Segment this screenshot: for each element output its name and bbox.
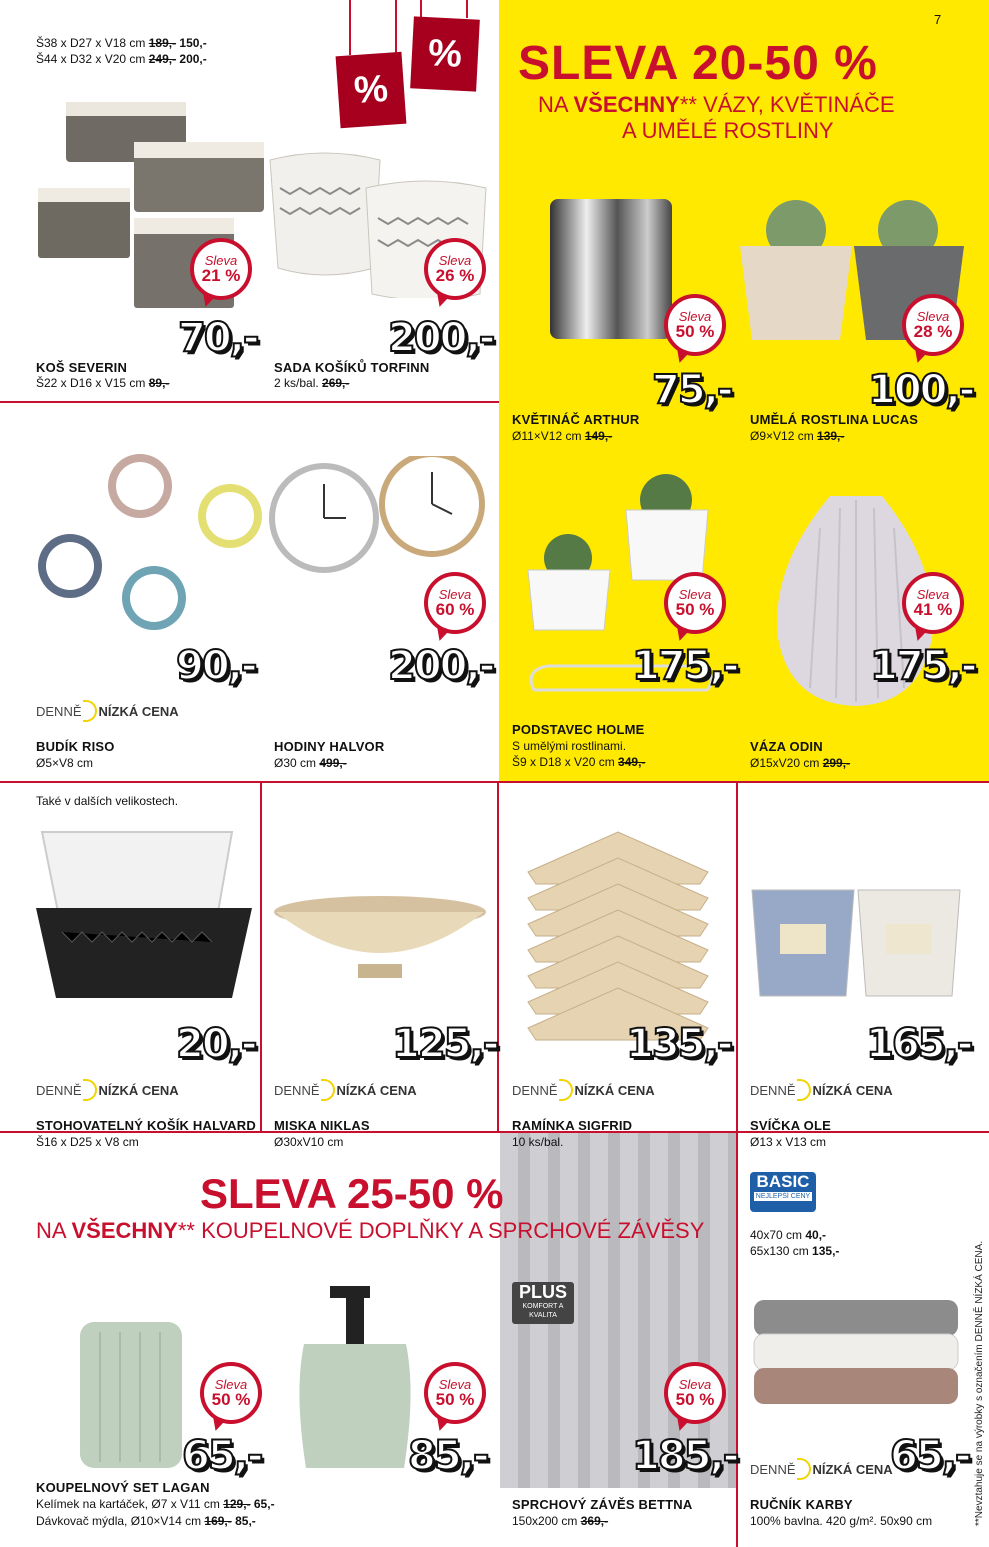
- price-halvor: 200,-: [388, 643, 494, 689]
- title-riso: BUDÍK RISO: [36, 739, 115, 754]
- price-torfinn: 200,-: [388, 315, 494, 361]
- desc-sigfrid: 10 ks/bal.: [512, 1135, 564, 1149]
- tag-string-2: [395, 0, 397, 55]
- price-odin: 175,-: [870, 643, 976, 689]
- discount-badge-holme: Sleva 50 %: [664, 572, 726, 634]
- niklas-bowl-image: [272, 894, 488, 986]
- banner-top-bold: VŠECHNY: [573, 92, 680, 117]
- basic-badge-sub: NEJLEPŠÍ CENY: [755, 1193, 811, 1200]
- denne-nizka-cena-sigfrid: DENNĚ NÍZKÁ CENA: [512, 1079, 655, 1101]
- denne-nizka-cena-riso: DENNĚ NÍZKÁ CENA: [36, 700, 179, 722]
- desc-niklas: Ø30xV10 cm: [274, 1135, 344, 1149]
- banner-bottom-pre: NA: [36, 1218, 72, 1243]
- desc-arthur: Ø11×V12 cm 149,-: [512, 429, 613, 443]
- severin-size-1: Š38 x D27 x V18 cm 189,- 150,-: [36, 36, 207, 50]
- discount-badge-lagan-2: Sleva 50 %: [424, 1362, 486, 1424]
- desc-torfinn: 2 ks/bal. 269,-: [274, 376, 350, 390]
- title-ole: SVÍČKA OLE: [750, 1118, 831, 1133]
- tag-string-3: [420, 0, 422, 18]
- divider-row-1: [0, 401, 499, 403]
- discount-badge-severin: Sleva 21 %: [190, 238, 252, 300]
- banner-bottom-post: ** KOUPELNOVÉ DOPLŇKY A SPRCHOVÉ ZÁVĚSY: [177, 1218, 705, 1243]
- basic-badge: [750, 1172, 816, 1212]
- price-lucas: 100,-: [868, 367, 974, 413]
- percent-tag-right: %: [410, 16, 480, 91]
- price-holme: 175,-: [632, 643, 738, 689]
- percent-tag-left: %: [336, 52, 407, 128]
- severin-size-2: Š44 x D32 x V20 cm 249,- 200,-: [36, 52, 207, 66]
- title-torfinn: SADA KOŠÍKŮ TORFINN: [274, 360, 430, 375]
- discount-badge-halvor: Sleva 60 %: [424, 572, 486, 634]
- title-halvor: HODINY HALVOR: [274, 739, 385, 754]
- plus-badge-sub: KOMFORT A KVALITA: [522, 1303, 564, 1319]
- banner-top-line3: A UMĚLÉ ROSTLINY: [622, 118, 834, 143]
- discount-badge-odin: Sleva 41 %: [902, 572, 964, 634]
- banner-top-headline: SLEVA 20-50 %: [518, 37, 878, 90]
- desc-bettna: 150x200 cm 369,-: [512, 1514, 609, 1528]
- denne-nizka-cena-karby: DENNĚ NÍZKÁ CENA: [750, 1458, 893, 1480]
- title-bettna: SPRCHOVÝ ZÁVĚS BETTNA: [512, 1497, 693, 1512]
- price-niklas: 125,-: [392, 1021, 498, 1067]
- title-arthur: KVĚTINÁČ ARTHUR: [512, 412, 640, 427]
- discount-badge-lagan-1: Sleva 50 %: [200, 1362, 262, 1424]
- desc-ole: Ø13 x V13 cm: [750, 1135, 827, 1149]
- desc-holme-2: Š9 x D18 x V20 cm 349,-: [512, 755, 646, 769]
- title-halvard: STOHOVATELNÝ KOŠÍK HALVARD: [36, 1118, 256, 1133]
- denne-nizka-cena-ole: DENNĚ NÍZKÁ CENA: [750, 1079, 893, 1101]
- price-riso: 90,-: [176, 643, 256, 689]
- banner-top-post: ** VÁZY, KVĚTINÁČE: [679, 92, 895, 117]
- price-ole: 165,-: [866, 1021, 972, 1067]
- ole-candles-image: [748, 884, 968, 1002]
- footnote: **Nevztahuje se na výrobky s označením DENNĚ NÍZKÁ CENA.: [974, 1240, 985, 1526]
- price-sigfrid: 135,-: [626, 1021, 732, 1067]
- banner-bottom-line2: [36, 1218, 704, 1244]
- desc-halvor: Ø30 cm 499,-: [274, 756, 347, 770]
- basic-badge-title: BASIC: [756, 1172, 810, 1191]
- note-halvard: Také v dalších velikostech.: [36, 794, 179, 808]
- karby-size-1: 40x70 cm 40,-: [750, 1228, 827, 1242]
- discount-badge-bettna: Sleva 50 %: [664, 1362, 726, 1424]
- price-lagan-1: 65,-: [182, 1433, 262, 1479]
- desc-riso: Ø5×V8 cm: [36, 756, 94, 770]
- title-karby: RUČNÍK KARBY: [750, 1497, 853, 1512]
- riso-clocks-image: [30, 436, 275, 646]
- title-severin: KOŠ SEVERIN: [36, 360, 128, 375]
- denne-nizka-cena-halvard: DENNĚ NÍZKÁ CENA: [36, 1079, 179, 1101]
- divider-col-b: [497, 782, 499, 1132]
- halvor-clocks-image: [268, 456, 490, 586]
- karby-size-2: 65x130 cm 135,-: [750, 1244, 840, 1258]
- desc-lagan-2: Dávkovač mýdla, Ø10×V14 cm 169,- 85,-: [36, 1514, 256, 1528]
- price-bettna: 185,-: [632, 1433, 738, 1479]
- banner-top-line2: [538, 92, 895, 118]
- desc-lagan-1: Kelímek na kartáček, Ø7 x V11 cm 129,- 65,-: [36, 1497, 275, 1511]
- divider-col-a: [260, 782, 262, 1132]
- banner-bottom-bold: VŠECHNY: [71, 1218, 178, 1243]
- divider-row-2: [0, 781, 989, 783]
- title-odin: VÁZA ODIN: [750, 739, 823, 754]
- banner-top-pre: NA: [538, 92, 574, 117]
- arthur-pot-image: [546, 195, 676, 343]
- discount-badge-arthur: Sleva 50 %: [664, 294, 726, 356]
- desc-halvard: Š16 x D25 x V8 cm: [36, 1135, 139, 1149]
- page-number: 7: [934, 12, 942, 27]
- title-lucas: UMĚLÁ ROSTLINA LUCAS: [750, 412, 919, 427]
- price-lagan-2: 85,-: [408, 1433, 488, 1479]
- title-holme: PODSTAVEC HOLME: [512, 722, 645, 737]
- sigfrid-hangers-image: [518, 792, 718, 1044]
- desc-karby: 100% bavlna. 420 g/m². 50x90 cm: [750, 1514, 933, 1528]
- desc-severin: Š22 x D16 x V15 cm 89,-: [36, 376, 170, 390]
- title-sigfrid: RAMÍNKA SIGFRID: [512, 1118, 633, 1133]
- discount-badge-torfinn: Sleva 26 %: [424, 238, 486, 300]
- tag-string-4: [466, 0, 468, 18]
- price-karby: 65,-: [890, 1433, 970, 1479]
- price-arthur: 75,-: [652, 367, 732, 413]
- price-severin: 70,-: [178, 315, 258, 361]
- title-lagan: KOUPELNOVÝ SET LAGAN: [36, 1480, 210, 1495]
- discount-badge-lucas: Sleva 28 %: [902, 294, 964, 356]
- price-halvard: 20,-: [176, 1021, 256, 1067]
- title-niklas: MISKA NIKLAS: [274, 1118, 370, 1133]
- plus-badge: [512, 1282, 574, 1324]
- tag-string-1: [349, 0, 351, 55]
- desc-odin: Ø15xV20 cm 299,-: [750, 756, 851, 770]
- karby-towels-image: [750, 1296, 962, 1410]
- halvard-baskets-image: [32, 822, 254, 1002]
- desc-lucas: Ø9×V12 cm 139,-: [750, 429, 845, 443]
- denne-nizka-cena-niklas: DENNĚ NÍZKÁ CENA: [274, 1079, 417, 1101]
- banner-bottom-headline: SLEVA 25-50 %: [200, 1170, 504, 1217]
- plus-badge-title: PLUS: [518, 1282, 567, 1302]
- desc-holme: S umělými rostlinami.: [512, 739, 627, 753]
